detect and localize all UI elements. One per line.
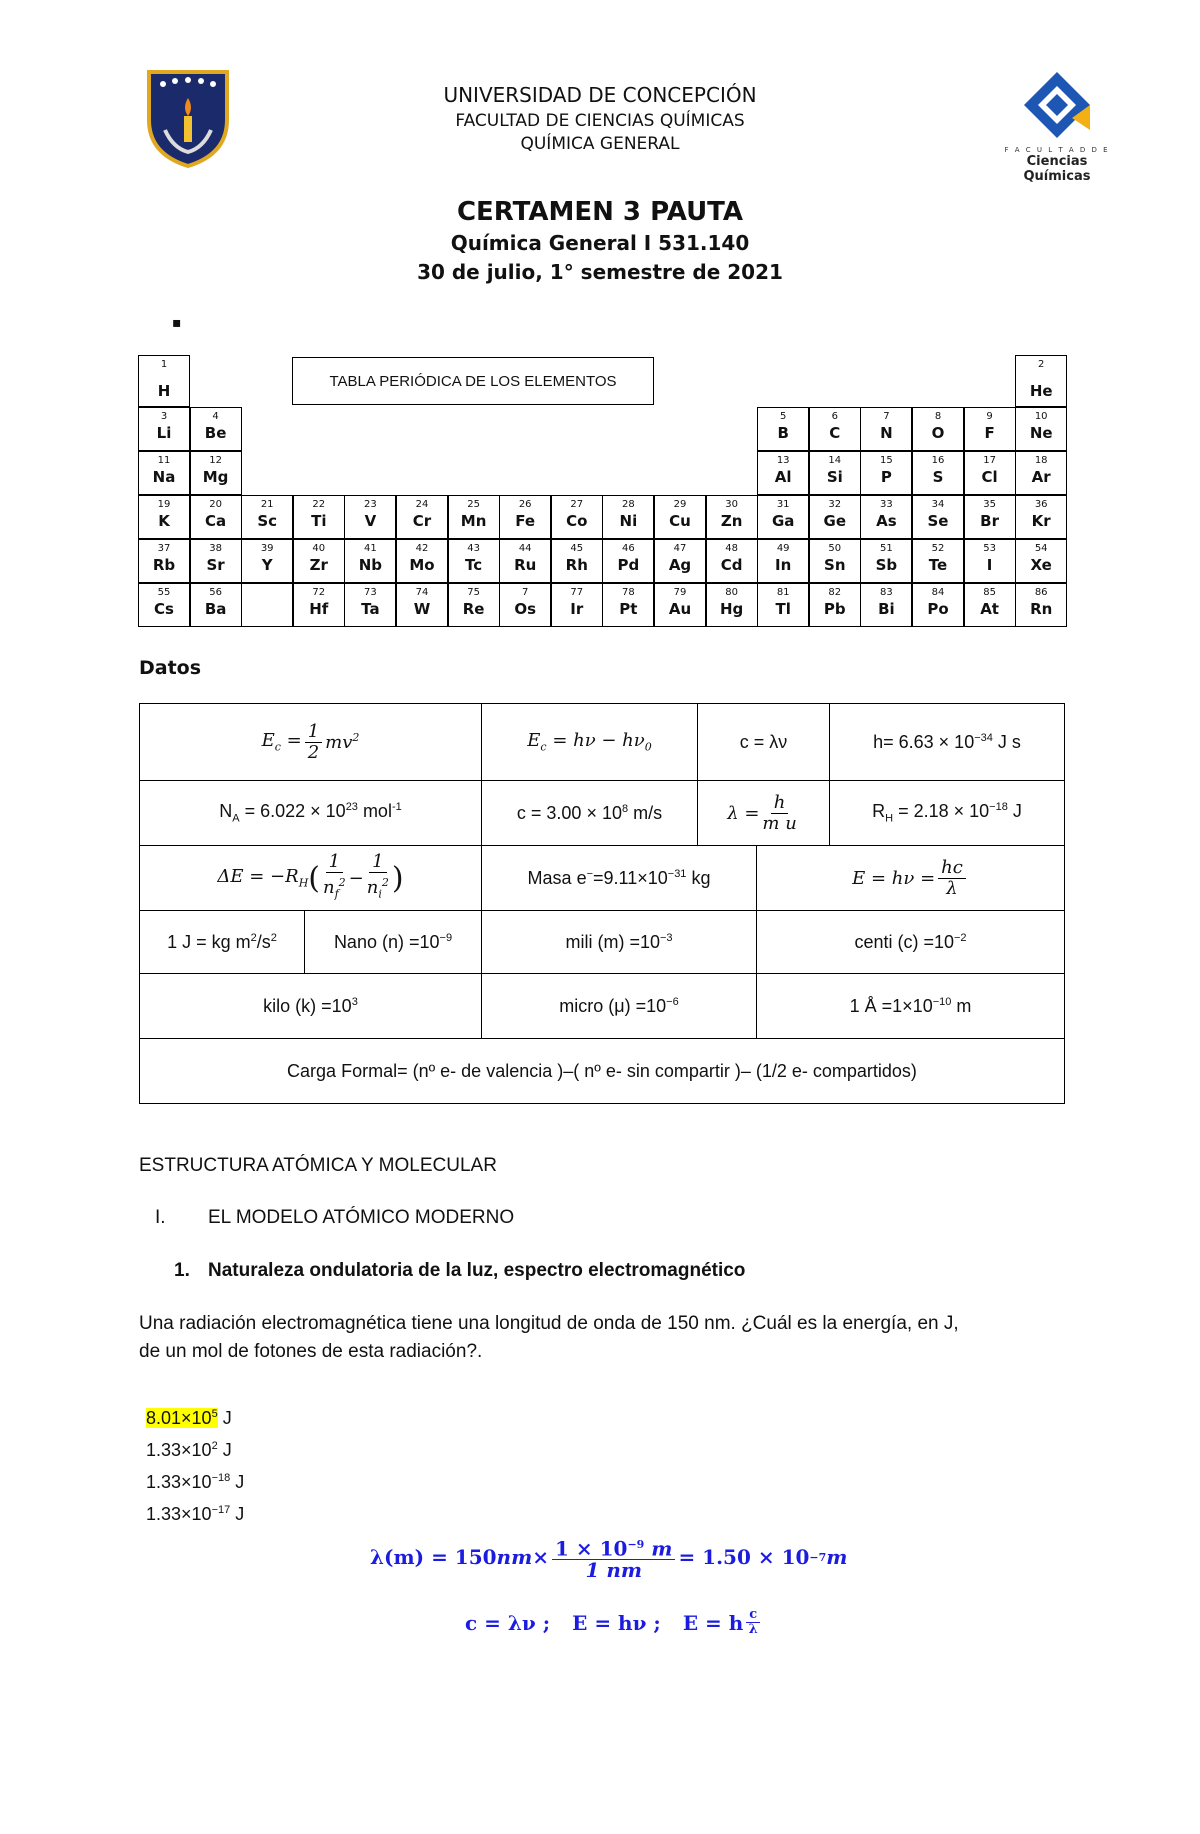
element-au bbox=[654, 583, 706, 627]
element-ag bbox=[654, 539, 706, 583]
atomic-number: 42 bbox=[415, 543, 429, 554]
element-kr bbox=[1015, 495, 1067, 539]
element-symbol: Ge bbox=[823, 512, 847, 530]
element-symbol: Sc bbox=[257, 512, 278, 530]
atomic-number: 20 bbox=[209, 499, 222, 510]
element-tc bbox=[448, 539, 500, 583]
joule-definition: 1 J = kg $m^2/s^2$ bbox=[139, 910, 305, 974]
element-o bbox=[912, 407, 964, 451]
element-pb bbox=[809, 583, 861, 627]
element-ge bbox=[809, 495, 861, 539]
question-topic: Naturaleza ondulatoria de la luz, espectro electromagnético bbox=[208, 1260, 746, 1281]
atomic-number: 23 bbox=[364, 499, 377, 510]
micro-prefix: micro $(\mu) =10^{-6}$ bbox=[481, 973, 757, 1039]
element-i bbox=[964, 539, 1016, 583]
element-sn bbox=[809, 539, 861, 583]
answer-options bbox=[146, 1400, 244, 1528]
atomic-number: 3 bbox=[160, 411, 168, 422]
element-symbol: P bbox=[880, 468, 892, 486]
university-name: UNIVERSIDAD DE CONCEPCIÓN bbox=[443, 83, 757, 107]
element-symbol: Po bbox=[927, 600, 949, 618]
part-number: I. bbox=[155, 1207, 166, 1228]
atomic-number: 36 bbox=[1034, 499, 1048, 510]
atomic-number: 28 bbox=[622, 499, 635, 510]
rydberg-constant: $R_H = 2.18 \times 10^{-18}$ J bbox=[829, 780, 1065, 846]
element-c bbox=[809, 407, 861, 451]
element-symbol: Nb bbox=[358, 556, 383, 574]
element-symbol: B bbox=[777, 424, 789, 442]
atomic-number: 7 bbox=[522, 587, 529, 598]
element-symbol: Cd bbox=[720, 556, 743, 574]
atomic-number: 34 bbox=[931, 499, 945, 510]
element-p bbox=[860, 451, 912, 495]
element-symbol: O bbox=[931, 424, 945, 442]
element-sb bbox=[860, 539, 912, 583]
formal-charge-formula: Carga Formal= (nº e- de valencia )–( nº e- sin compartir )– (1/2 e- compartidos) bbox=[139, 1038, 1065, 1104]
element-symbol: Tc bbox=[465, 556, 483, 574]
element-symbol: Ta bbox=[361, 600, 380, 618]
faculty-name: FACULTAD DE CIENCIAS QUÍMICAS bbox=[455, 111, 745, 131]
element-xe bbox=[1015, 539, 1067, 583]
atomic-number: 6 bbox=[831, 411, 838, 422]
element-symbol: Ti bbox=[311, 512, 327, 530]
atomic-number: 74 bbox=[415, 587, 429, 598]
element-symbol: Hg bbox=[719, 600, 744, 618]
element-li bbox=[138, 407, 190, 451]
element-symbol: Fe bbox=[515, 512, 536, 530]
atomic-number: 51 bbox=[880, 543, 893, 554]
element-as bbox=[860, 495, 912, 539]
nano-prefix: Nano $(n) =10^{-9}$ bbox=[304, 910, 482, 974]
element-symbol: Ba bbox=[204, 600, 227, 618]
element-mg bbox=[190, 451, 242, 495]
element-symbol: W bbox=[413, 600, 431, 618]
bullet-marker: ▪ bbox=[172, 315, 182, 331]
element-os bbox=[499, 583, 551, 627]
element-in bbox=[757, 539, 809, 583]
element-mo bbox=[396, 539, 448, 583]
atomic-number: 25 bbox=[467, 499, 480, 510]
element-symbol: Mn bbox=[460, 512, 487, 530]
element-rh bbox=[551, 539, 603, 583]
element-symbol: Ca bbox=[205, 512, 227, 530]
element-w bbox=[396, 583, 448, 627]
element-cr bbox=[396, 495, 448, 539]
solution-relations bbox=[465, 1608, 763, 1637]
element-symbol: Rb bbox=[152, 556, 176, 574]
logo-caption-bottom: Ciencias Químicas bbox=[1023, 154, 1091, 184]
speed-of-light: $c = 3.00 \times 10^8$ m/s bbox=[481, 780, 698, 846]
element-symbol: S bbox=[932, 468, 944, 486]
element-symbol: C bbox=[829, 424, 841, 442]
atomic-number: 78 bbox=[622, 587, 635, 598]
course-area: QUÍMICA GENERAL bbox=[520, 134, 680, 154]
atomic-number: 37 bbox=[157, 543, 171, 554]
element-symbol: Be bbox=[204, 424, 227, 442]
avogadro-number: $N_A = 6.022 \times 10^{23}$ mol$^{-1}$ bbox=[139, 780, 482, 846]
atomic-number: 83 bbox=[880, 587, 893, 598]
centi-prefix: centi $(c) =10^{-2}$ bbox=[756, 910, 1065, 974]
element-symbol: Pt bbox=[619, 600, 638, 618]
electron-mass: Masa $e^-=9.11\times 10^{-31}$ kg bbox=[481, 845, 757, 911]
atomic-number: 21 bbox=[260, 499, 274, 510]
atomic-number: 2 bbox=[1038, 359, 1045, 370]
element-symbol: Ag bbox=[668, 556, 692, 574]
exam-title: CERTAMEN 3 PAUTA bbox=[456, 197, 744, 227]
element-symbol: Mo bbox=[409, 556, 435, 574]
element-se bbox=[912, 495, 964, 539]
option-b: $1.33\times 10^2$ J bbox=[146, 1440, 232, 1460]
element-rb bbox=[138, 539, 190, 583]
element-symbol: Cr bbox=[412, 512, 432, 530]
element-symbol: N bbox=[880, 424, 893, 442]
photon-energy-formula: E = hν = $\frac{hc}{\lambda}$ bbox=[756, 845, 1065, 911]
atomic-number: 50 bbox=[828, 543, 842, 554]
option-c: $1.33\times 10^{-18}$ J bbox=[146, 1472, 245, 1492]
element-h bbox=[138, 355, 190, 407]
element-symbol: Co bbox=[566, 512, 588, 530]
element-symbol: Ar bbox=[1031, 468, 1051, 486]
element-na bbox=[138, 451, 190, 495]
atomic-number: 7 bbox=[883, 411, 890, 422]
element-symbol: Hf bbox=[309, 600, 329, 618]
relation-e-hc-lambda: E = h $\frac{c}{\lambda}$ bbox=[683, 1608, 763, 1637]
element-at bbox=[964, 583, 1016, 627]
atomic-number: 1 bbox=[160, 359, 168, 370]
element-sc bbox=[241, 495, 293, 539]
element-ti bbox=[293, 495, 345, 539]
element-pd bbox=[602, 539, 654, 583]
atomic-number: 15 bbox=[880, 455, 893, 466]
element-symbol: Y bbox=[261, 556, 273, 574]
atomic-number: 41 bbox=[364, 543, 377, 554]
element-symbol: Zr bbox=[309, 556, 328, 574]
element-mn bbox=[448, 495, 500, 539]
atomic-number: 33 bbox=[880, 499, 893, 510]
element-symbol: Si bbox=[826, 468, 843, 486]
option-d: $1.33\times 10^{-17}$ J bbox=[146, 1504, 245, 1524]
element-ga bbox=[757, 495, 809, 539]
atomic-number: 19 bbox=[157, 499, 171, 510]
atomic-number: 44 bbox=[518, 543, 532, 554]
element-te bbox=[912, 539, 964, 583]
element-ir bbox=[551, 583, 603, 627]
angstrom-definition: 1 Å $=1\times 10^{-10}$ m bbox=[756, 973, 1065, 1039]
element-symbol: Sr bbox=[206, 556, 225, 574]
element-v bbox=[344, 495, 396, 539]
element-y bbox=[241, 539, 293, 583]
element-si bbox=[809, 451, 861, 495]
element-symbol: He bbox=[1029, 382, 1053, 400]
element-symbol: Te bbox=[928, 556, 948, 574]
atomic-number: 75 bbox=[467, 587, 480, 598]
element-be bbox=[190, 407, 242, 451]
element-hg bbox=[706, 583, 758, 627]
element-symbol: As bbox=[876, 512, 897, 530]
atomic-number: 16 bbox=[931, 455, 945, 466]
element-symbol: Br bbox=[980, 512, 1000, 530]
atomic-number: 48 bbox=[725, 543, 738, 554]
element-ta bbox=[344, 583, 396, 627]
atomic-number: 22 bbox=[312, 499, 326, 510]
element-rn bbox=[1015, 583, 1067, 627]
atomic-number: 53 bbox=[983, 543, 996, 554]
element-al bbox=[757, 451, 809, 495]
atomic-number: 45 bbox=[570, 543, 584, 554]
atomic-number: 27 bbox=[570, 499, 584, 510]
element-symbol: Ru bbox=[514, 556, 537, 574]
option-a: $8.01\times 10^5$ J bbox=[146, 1408, 232, 1428]
atomic-number: 32 bbox=[828, 499, 842, 510]
element-symbol: Ni bbox=[619, 512, 638, 530]
atomic-number: 55 bbox=[157, 587, 171, 598]
atomic-number: 35 bbox=[983, 499, 996, 510]
atomic-number: 30 bbox=[725, 499, 738, 510]
mili-prefix: mili $(m) =10^{-3}$ bbox=[481, 910, 757, 974]
element-symbol: I bbox=[986, 556, 993, 574]
question-text-line1: Una radiación electromagnética tiene una longitud de onda de 150 nm. ¿Cuál es la energía, en J, bbox=[139, 1313, 959, 1334]
element-bi bbox=[860, 583, 912, 627]
atomic-number: 43 bbox=[467, 543, 480, 554]
atomic-number: 40 bbox=[312, 543, 326, 554]
atomic-number: 82 bbox=[828, 587, 842, 598]
element-f bbox=[964, 407, 1016, 451]
exam-date: 30 de julio, 1° semestre de 2021 bbox=[417, 260, 783, 284]
rydberg-energy-formula: $\Delta E = -R_H$ ( $\frac{1}{n_f^2}$ − $\frac{1}{n_i^2}$ ) bbox=[139, 845, 482, 911]
element-symbol: Pd bbox=[617, 556, 640, 574]
atomic-number: 12 bbox=[209, 455, 222, 466]
planck-constant: $h= 6.63 \times 10^{-34}$ J s bbox=[829, 703, 1065, 781]
atomic-number: 85 bbox=[983, 587, 996, 598]
element-symbol: At bbox=[980, 600, 999, 618]
atomic-number: 54 bbox=[1034, 543, 1048, 554]
element-symbol: Cs bbox=[154, 600, 174, 618]
element-symbol: F bbox=[984, 424, 995, 442]
de-broglie-formula: λ = $\frac{h}{\text{m u}}$ bbox=[697, 780, 830, 846]
atomic-number: 73 bbox=[364, 587, 377, 598]
element-ar bbox=[1015, 451, 1067, 495]
element-ba bbox=[190, 583, 242, 627]
atomic-number: 31 bbox=[776, 499, 790, 510]
element-symbol: Zn bbox=[720, 512, 743, 530]
question-text-line2: de un mol de fotones de esta radiación?. bbox=[139, 1341, 483, 1362]
atomic-number: 39 bbox=[260, 543, 274, 554]
atomic-number: 84 bbox=[931, 587, 945, 598]
element-symbol: Rh bbox=[565, 556, 588, 574]
atomic-number: 80 bbox=[725, 587, 738, 598]
photoelectric-formula: $E_c = h\nu - h\nu_0$ bbox=[481, 703, 698, 781]
element-zr bbox=[293, 539, 345, 583]
section-heading: ESTRUCTURA ATÓMICA Y MOLECULAR bbox=[139, 1155, 497, 1176]
element-he bbox=[1015, 355, 1067, 407]
atomic-number: 81 bbox=[776, 587, 790, 598]
atomic-number: 10 bbox=[1034, 411, 1048, 422]
element-n bbox=[860, 407, 912, 451]
logo-caption-top: F A C U L T A D D E bbox=[1004, 146, 1110, 154]
universidad-crest-logo bbox=[145, 68, 231, 168]
element-symbol: V bbox=[364, 512, 377, 530]
element-empty bbox=[241, 583, 293, 627]
element-symbol: Cl bbox=[981, 468, 998, 486]
atomic-number: 18 bbox=[1034, 455, 1048, 466]
element-cl bbox=[964, 451, 1016, 495]
element-symbol: Pb bbox=[823, 600, 846, 618]
atomic-number: 47 bbox=[673, 543, 687, 554]
atomic-number: 56 bbox=[209, 587, 222, 598]
element-po bbox=[912, 583, 964, 627]
atomic-number: 9 bbox=[986, 411, 993, 422]
element-s bbox=[912, 451, 964, 495]
atomic-number: 17 bbox=[983, 455, 996, 466]
atomic-number: 52 bbox=[931, 543, 945, 554]
atomic-number: 14 bbox=[828, 455, 842, 466]
atomic-number: 77 bbox=[570, 587, 584, 598]
element-symbol: Mg bbox=[202, 468, 229, 486]
element-cs bbox=[138, 583, 190, 627]
atomic-number: 29 bbox=[673, 499, 687, 510]
element-symbol: Na bbox=[152, 468, 176, 486]
element-nb bbox=[344, 539, 396, 583]
element-symbol: Au bbox=[668, 600, 692, 618]
atomic-number: 4 bbox=[212, 411, 219, 422]
element-symbol: Kr bbox=[1031, 512, 1051, 530]
element-symbol: Rn bbox=[1030, 600, 1053, 618]
element-symbol: Li bbox=[156, 424, 172, 442]
atomic-number: 79 bbox=[673, 587, 687, 598]
kinetic-energy-formula: $E_c$ = $\frac{1}{2}$ $mv^2$ bbox=[139, 703, 482, 781]
element-symbol: Ir bbox=[570, 600, 584, 618]
element-cu bbox=[654, 495, 706, 539]
element-pt bbox=[602, 583, 654, 627]
element-br bbox=[964, 495, 1016, 539]
element-tl bbox=[757, 583, 809, 627]
question-number: 1. bbox=[174, 1260, 190, 1281]
element-fe bbox=[499, 495, 551, 539]
element-ru bbox=[499, 539, 551, 583]
element-symbol: Al bbox=[774, 468, 792, 486]
element-symbol: In bbox=[775, 556, 792, 574]
element-symbol: Re bbox=[462, 600, 485, 618]
course-code: Química General I 531.140 bbox=[450, 231, 750, 255]
atomic-number: 38 bbox=[209, 543, 222, 554]
atomic-number: 86 bbox=[1034, 587, 1048, 598]
atomic-number: 26 bbox=[518, 499, 532, 510]
atomic-number: 13 bbox=[776, 455, 790, 466]
relation-e-hnu: E = hν ; bbox=[572, 1610, 661, 1635]
element-sr bbox=[190, 539, 242, 583]
element-symbol: K bbox=[158, 512, 170, 530]
element-symbol: Sn bbox=[824, 556, 846, 574]
element-symbol: Se bbox=[927, 512, 949, 530]
element-re bbox=[448, 583, 500, 627]
atomic-number: 11 bbox=[157, 455, 171, 466]
atomic-number: 24 bbox=[415, 499, 429, 510]
atomic-number: 72 bbox=[312, 587, 326, 598]
element-k bbox=[138, 495, 190, 539]
datos-label: Datos bbox=[139, 657, 202, 679]
kilo-prefix: kilo $(k) =10^3$ bbox=[139, 973, 482, 1039]
facultad-ciencias-quimicas-logo bbox=[992, 70, 1122, 184]
element-cd bbox=[706, 539, 758, 583]
atomic-number: 49 bbox=[776, 543, 790, 554]
element-symbol: Cu bbox=[669, 512, 691, 530]
element-ca bbox=[190, 495, 242, 539]
element-symbol: Xe bbox=[1030, 556, 1052, 574]
element-symbol: Tl bbox=[775, 600, 791, 618]
element-symbol: H bbox=[157, 382, 171, 400]
element-ni bbox=[602, 495, 654, 539]
solution-wavelength-conversion: λ(m) = 150 nm × $\frac{1 \times 10^{-9} m}{1 nm}$ = 1.50 × 10 −7 m bbox=[370, 1536, 848, 1582]
atomic-number: 5 bbox=[780, 411, 787, 422]
element-symbol: Os bbox=[514, 600, 537, 618]
element-b bbox=[757, 407, 809, 451]
periodic-table-label: TABLA PERIÓDICA DE LOS ELEMENTOS bbox=[292, 357, 654, 405]
element-co bbox=[551, 495, 603, 539]
element-symbol: Ne bbox=[1029, 424, 1053, 442]
element-symbol: Bi bbox=[878, 600, 895, 618]
element-zn bbox=[706, 495, 758, 539]
relation-c: c = λν ; bbox=[465, 1610, 551, 1635]
part-title: EL MODELO ATÓMICO MODERNO bbox=[208, 1207, 515, 1228]
atomic-number: 46 bbox=[622, 543, 635, 554]
wave-speed-formula: c = λν bbox=[697, 703, 830, 781]
element-symbol: Sb bbox=[875, 556, 898, 574]
element-symbol: Ga bbox=[771, 512, 795, 530]
atomic-number: 8 bbox=[934, 411, 942, 422]
element-ne bbox=[1015, 407, 1067, 451]
element-hf bbox=[293, 583, 345, 627]
